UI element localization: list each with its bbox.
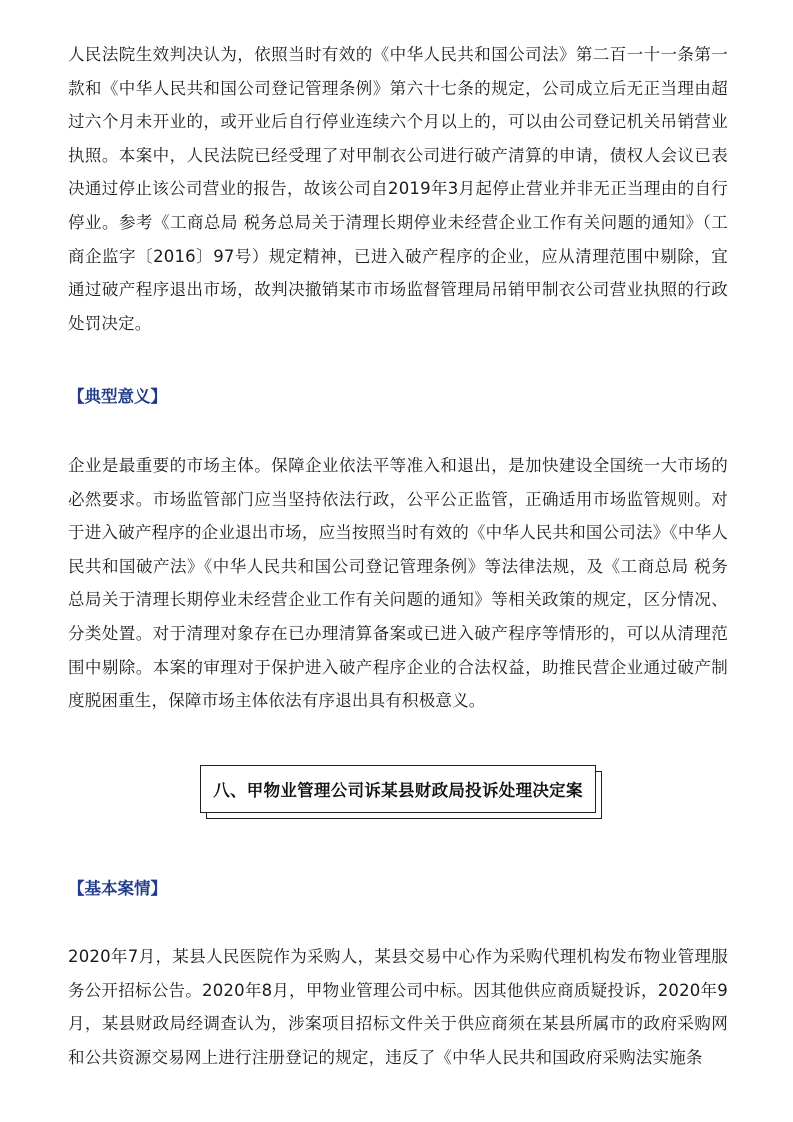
basic-facts-heading: 【基本案情】 [68,879,167,898]
typical-significance-heading: 【典型意义】 [68,387,167,406]
case-title-box [200,765,598,815]
case-title: 八、甲物业管理公司诉某县财政局投诉处理决定案 [213,781,583,800]
basic-facts-paragraph: 2020年7月，某县人民医院作为采购人，某县交易中心作为采购代理机构发布物业管理服务公开招标公告。2020年8月，甲物业管理公司中标。因其他供应商质疑投诉，2020年9月，某县财政局经调查认为，涉案项目招标文件关于供应商须在某县所属市的政府采购网和公共资源交易网上进行注册登记的规定，违反了《中华人民共和国政府采购法实施条 [68,947,728,1067]
case-title-frame [200,765,596,813]
typical-significance-paragraph: 企业是最重要的市场主体。保障企业依法平等准入和退出，是加快建设全国统一大市场的必然要求。市场监管部门应当坚持依法行政，公平公正监管，正确适用市场监管规则。对于进入破产程序的企业退出市场，应当按照当时有效的《中华人民共和国公司法》《中华人民共和国破产法》《中华人民共和国公司登记管理条例》等法律法规，及《工商总局 税务总局关于清理长期停业未经营企业工作有关问题的通知》等相关政策的规定，区分情况、分类处置。对于清理对象存在已办理清算备案或已进入破产程序等情形的，可以从清理范围中剔除。本案的审理对于保护进入破产程序企业的合法权益，助推民营企业通过破产制度脱困重生，保障市场主体依法有序退出具有积极意义。 [68,456,728,711]
court-ruling-paragraph: 人民法院生效判决认为，依照当时有效的《中华人民共和国公司法》第二百一十一条第一款和《中华人民共和国公司登记管理条例》第六十七条的规定，公司成立后无正当理由超过六个月未开业的，或开业后自行停业连续六个月以上的，可以由公司登记机关吊销营业执照。本案中，人民法院已经受理了对甲制衣公司进行破产清算的申请，债权人会议已表决通过停止该公司营业的报告，故该公司自2019年3月起停止营业并非无正当理由的自行停业。参考《工商总局 税务总局关于清理长期停业未经营企业工作有关问题的通知》（工商企监字〔2016〕97号）规定精神，已进入破产程序的企业，应从清理范围中剔除，宜通过破产程序退出市场，故判决撤销某市市场监督管理局吊销甲制衣公司营业执照的行政处罚决定。 [68,45,728,333]
